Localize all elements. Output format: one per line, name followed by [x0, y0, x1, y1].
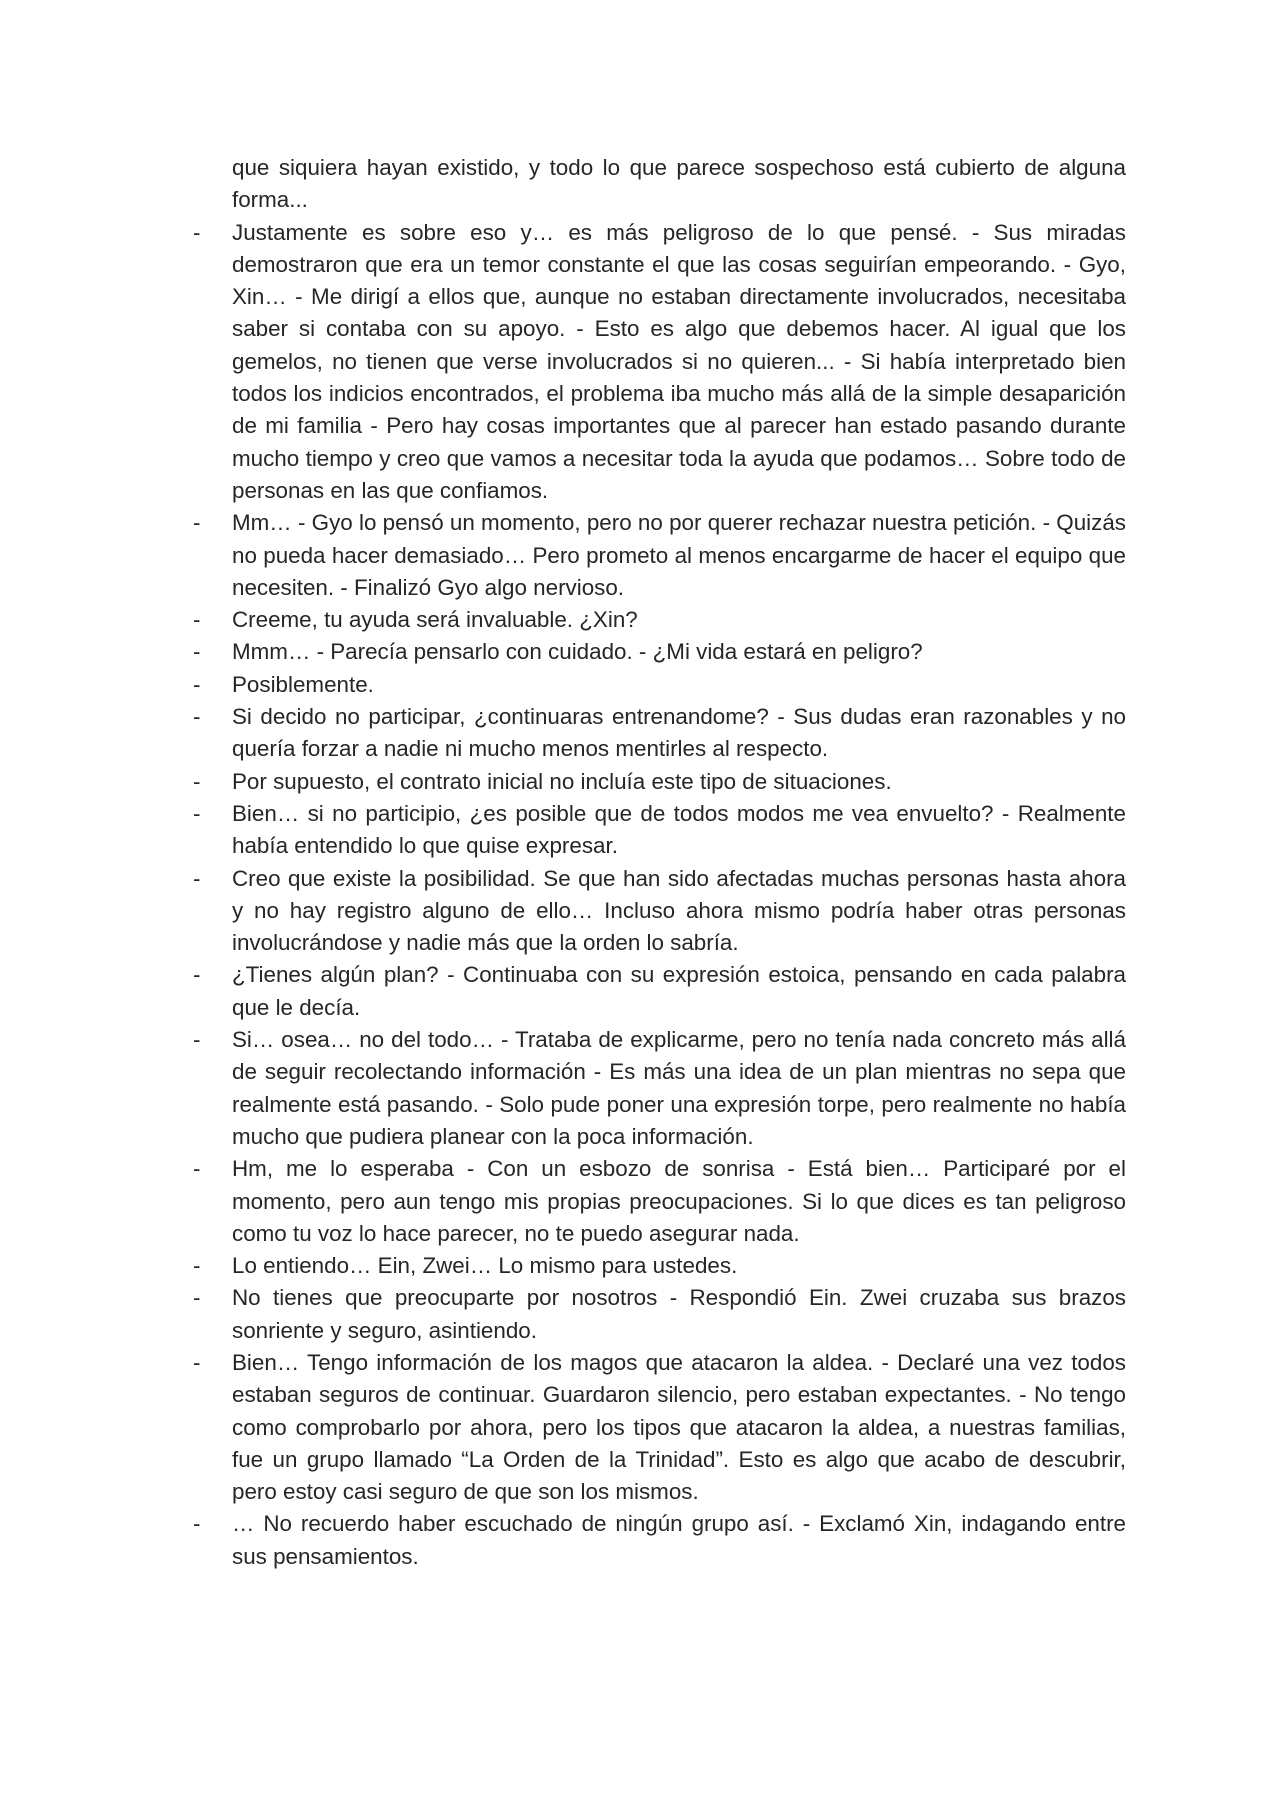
- dialogue-paragraph: [193, 1508, 1126, 1573]
- paragraph-text: Lo entiendo… Ein, Zwei… Lo mismo para ustedes.: [232, 1253, 738, 1279]
- dialogue-dash: -: [193, 865, 201, 891]
- dialogue-dash: -: [193, 1253, 201, 1279]
- dialogue-paragraph: [193, 863, 1126, 960]
- dialogue-paragraph: [193, 507, 1126, 604]
- dialogue-paragraph: [193, 766, 1126, 798]
- dialogue-paragraph: [193, 1282, 1126, 1347]
- paragraph-text: Si decido no participar, ¿continuaras entrenandome? - Sus dudas eran razonables y no quería forzar a nadie ni mucho menos mentirles al respecto.: [232, 704, 1126, 762]
- paragraph-text: Bien… si no participio, ¿es posible que de todos modos me vea envuelto? - Realmente había entendido lo que quise expresar.: [232, 800, 1126, 859]
- paragraph-text: Posiblemente.: [232, 671, 374, 697]
- dialogue-paragraph: [193, 1250, 1126, 1282]
- dialogue-dash: -: [193, 219, 201, 245]
- dialogue-paragraph: [193, 1347, 1126, 1508]
- dialogue-dash: -: [193, 1349, 201, 1375]
- dialogue-paragraph: [193, 701, 1126, 766]
- paragraph-text: que siquiera hayan existido, y todo lo que parece sospechoso está cubierto de alguna forma...: [232, 155, 1126, 213]
- dialogue-dash: -: [193, 800, 201, 826]
- dialogue-paragraph: [193, 636, 1126, 668]
- paragraph-text: Mmm… - Parecía pensarlo con cuidado. - ¿Mi vida estará en peligro?: [232, 639, 923, 665]
- dialogue-dash: -: [193, 639, 201, 665]
- dialogue-paragraph: [232, 152, 1126, 217]
- dialogue-paragraph: [193, 1153, 1126, 1250]
- paragraph-text: Si… osea… no del todo… - Trataba de explicarme, pero no tenía nada concreto más allá de seguir recolectando información - Es más una idea de un plan mientras no sepa que realmente está pasando. - Solo pude poner una expresión torpe, pero realmente no había mucho que pudiera planear con la poca información.: [232, 1027, 1126, 1149]
- dialogue-paragraph: [193, 604, 1126, 636]
- dialogue-dash: -: [193, 607, 201, 633]
- paragraph-text: Creo que existe la posibilidad. Se que han sido afectadas muchas personas hasta ahora y no hay registro alguno de ello… Incluso ahora mismo podría haber otras personas involucrándose y nadie más que la orden lo sabría.: [232, 865, 1126, 956]
- dialogue-dash: -: [193, 768, 201, 794]
- paragraph-text: Mm… - Gyo lo pensó un momento, pero no por querer rechazar nuestra petición. - Quizás no pueda hacer demasiado… Pero prometo al menos encargarme de hacer el equipo que necesiten. - Finalizó Gyo algo nervioso.: [232, 510, 1126, 600]
- paragraph-text: Creeme, tu ayuda será invaluable. ¿Xin?: [232, 607, 638, 633]
- dialogue-dash: -: [193, 1156, 201, 1182]
- dialogue-paragraph: [193, 669, 1126, 701]
- paragraph-text: No tienes que preocuparte por nosotros - Respondió Ein. Zwei cruzaba sus brazos sonriente y seguro, asintiendo.: [232, 1285, 1126, 1343]
- dialogue-dash: -: [193, 1511, 201, 1537]
- paragraph-text: … No recuerdo haber escuchado de ningún grupo así. - Exclamó Xin, indagando entre sus pensamientos.: [232, 1511, 1126, 1569]
- dialogue-dash: -: [193, 510, 201, 536]
- paragraph-text: Por supuesto, el contrato inicial no incluía este tipo de situaciones.: [232, 768, 892, 794]
- dialogue-dash: -: [193, 962, 201, 988]
- paragraph-text: ¿Tienes algún plan? - Continuaba con su expresión estoica, pensando en cada palabra que le decía.: [232, 962, 1126, 1020]
- dialogue-paragraph: [193, 798, 1126, 863]
- dialogue-paragraph: [193, 217, 1126, 508]
- paragraph-text: Hm, me lo esperaba - Con un esbozo de sonrisa - Está bien… Participaré por el momento, pero aun tengo mis propias preocupaciones. Si lo que dices es tan peligroso como tu voz lo hace parecer, no te puedo asegurar nada.: [232, 1156, 1126, 1246]
- dialogue-dash: -: [193, 704, 201, 730]
- dialogue-paragraph: [193, 959, 1126, 1024]
- paragraph-text: Bien… Tengo información de los magos que atacaron la aldea. - Declaré una vez todos estaban seguros de continuar. Guardaron silencio, pero estaban expectantes. - No tengo como comprobarlo por ahora, pero los tipos que atacaron la aldea, a nuestras familias, fue un grupo llamado “La Orden de la Trinidad”. Esto es algo que acabo de descubrir, pero estoy casi seguro de que son los mismos.: [232, 1349, 1126, 1505]
- dialogue-dash: -: [193, 671, 201, 697]
- document-body: [193, 152, 1126, 1573]
- dialogue-dash: -: [193, 1027, 201, 1053]
- dialogue-dash: -: [193, 1285, 201, 1311]
- paragraph-text: Justamente es sobre eso y… es más peligroso de lo que pensé. - Sus miradas demostraron que era un temor constante el que las cosas seguirían empeorando. - Gyo, Xin… - Me dirigí a ellos que, aunque no estaban directamente involucrados, necesitaba saber si contaba con su apoyo. - Esto es algo que debemos hacer. Al igual que los gemelos, no tienen que verse involucrados si no quieren... - Si había interpretado bien todos los indicios encontrados, el problema iba mucho más allá de la simple desaparición de mi familia - Pero hay cosas importantes que al parecer han estado pasando durante mucho tiempo y creo que vamos a necesitar toda la ayuda que podamos… Sobre todo de personas en las que confiamos.: [232, 219, 1126, 503]
- dialogue-paragraph: [193, 1024, 1126, 1153]
